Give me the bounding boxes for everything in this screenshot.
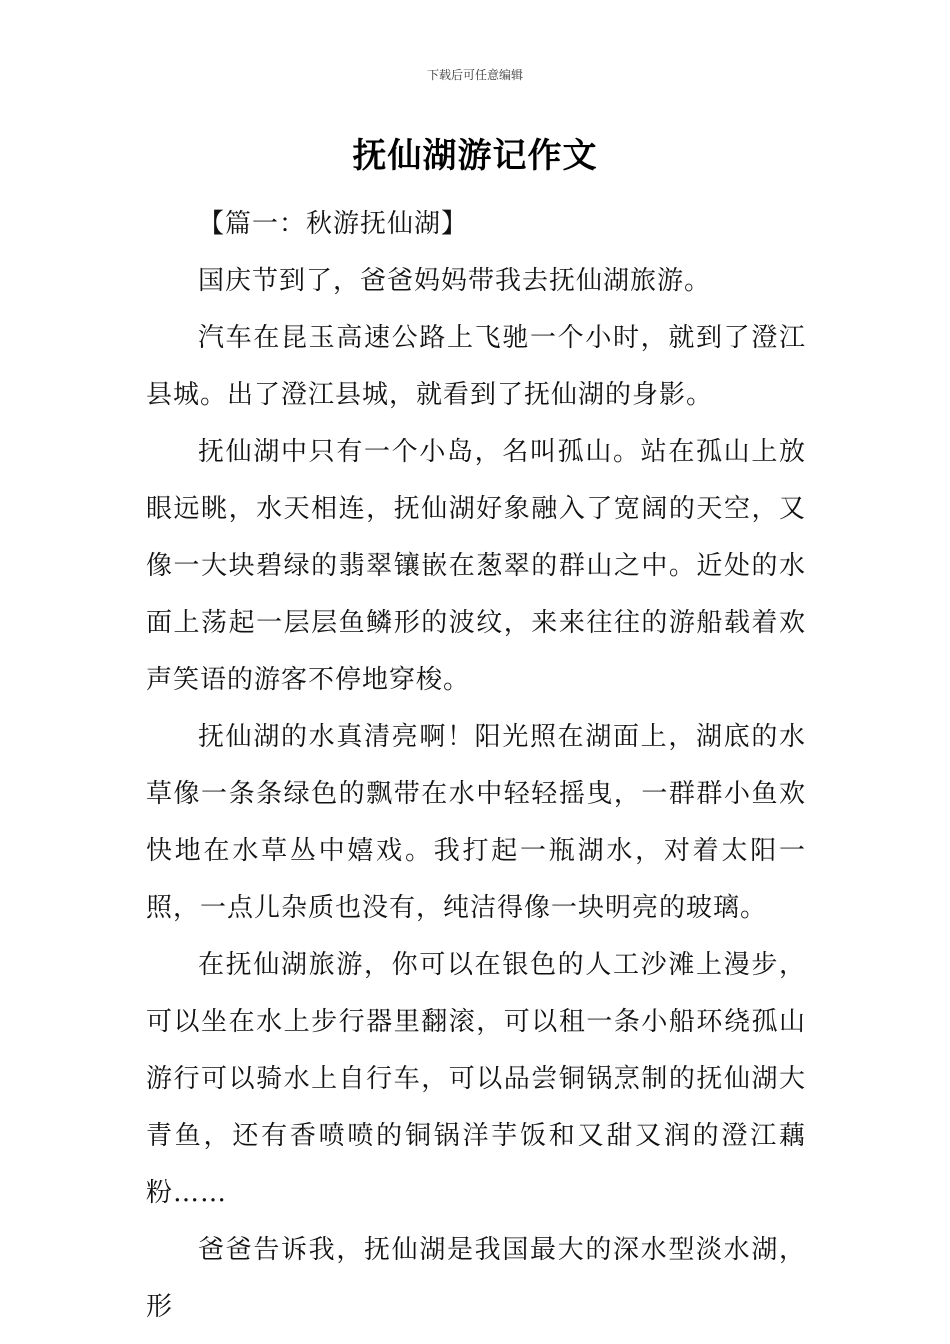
paragraph: 汽车在昆玉高速公路上飞驰一个小时，就到了澄江县城。出了澄江县城，就看到了抚仙湖的身影。 [146,323,806,410]
paragraph: 爸爸告诉我，抚仙湖是我国最大的深水型淡水湖，形 [146,1235,806,1322]
page-header-note: 下载后可任意编辑 [426,68,523,82]
section-heading: 【篇一：秋游抚仙湖】 [198,209,469,239]
article-body [146,196,806,1336]
paragraph: 国庆节到了，爸爸妈妈带我去抚仙湖旅游。 [198,266,712,296]
paragraph: 在抚仙湖旅游，你可以在银色的人工沙滩上漫步，可以坐在水上步行器里翻滚，可以租一条小船环绕孤山游行可以骑水上自行车，可以品尝铜锅烹制的抚仙湖大青鱼，还有香喷喷的铜锅洋芋饭和又甜又润的澄江藕粉…… [146,950,806,1208]
paragraph: 抚仙湖的水真清亮啊！阳光照在湖面上，湖底的水草像一条条绿色的飘带在水中轻轻摇曳，一群群小鱼欢快地在水草丛中嬉戏。我打起一瓶湖水，对着太阳一照，一点儿杂质也没有，纯洁得像一块明亮的玻璃。 [146,722,806,923]
paragraph: 抚仙湖中只有一个小岛，名叫孤山。站在孤山上放眼远眺，水天相连，抚仙湖好象融入了宽阔的天空，又像一大块碧绿的翡翠镶嵌在葱翠的群山之中。近处的水面上荡起一层层鱼鳞形的波纹，来来往往的游船载着欢声笑语的游客不停地穿梭。 [146,437,806,695]
page-title: 抚仙湖游记作文 [352,136,598,176]
